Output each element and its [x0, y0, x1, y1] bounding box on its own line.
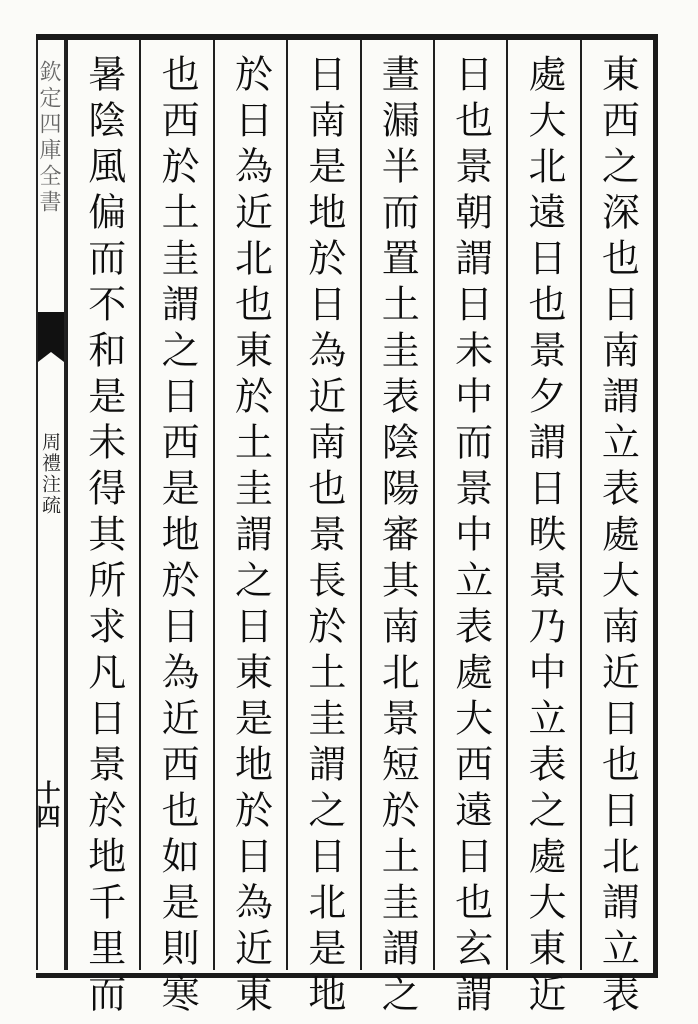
text-column — [286, 40, 359, 1020]
column-text: 晝漏半而置土圭表陰陽審其南北景短於土圭謂之 — [375, 54, 420, 1020]
fish-tail-mark — [38, 312, 64, 352]
column-text: 東西之深也日南謂立表處大南近日也日北謂立表 — [595, 54, 640, 1020]
folio-number: 十四 — [32, 780, 61, 828]
book-title: 周禮注疏 — [39, 432, 61, 516]
column-text: 也西於土圭謂之日西是地於日為近西也如是則寒 — [155, 54, 200, 1020]
text-column — [139, 40, 212, 1020]
column-text: 處大北遠日也景夕謂日昳景乃中立表之處大東近 — [521, 54, 566, 1020]
text-column — [433, 40, 506, 1020]
text-column — [580, 40, 653, 1020]
column-text: 於日為近北也東於土圭謂之日東是地於日為近東 — [228, 54, 273, 1020]
text-column — [360, 40, 433, 1020]
collection-title: 欽定四庫全書 — [36, 60, 61, 216]
text-column — [66, 40, 139, 1020]
column-text: 暑陰風偏而不和是未得其所求凡日景於地千里而 — [81, 54, 126, 1020]
text-columns — [66, 40, 653, 1020]
text-column — [506, 40, 579, 1020]
column-text: 日也景朝謂日未中而景中立表處大西遠日也玄謂 — [448, 54, 493, 1020]
column-text: 日南是地於日為近南也景長於土圭謂之日北是地 — [301, 54, 346, 1020]
text-column — [213, 40, 286, 1020]
